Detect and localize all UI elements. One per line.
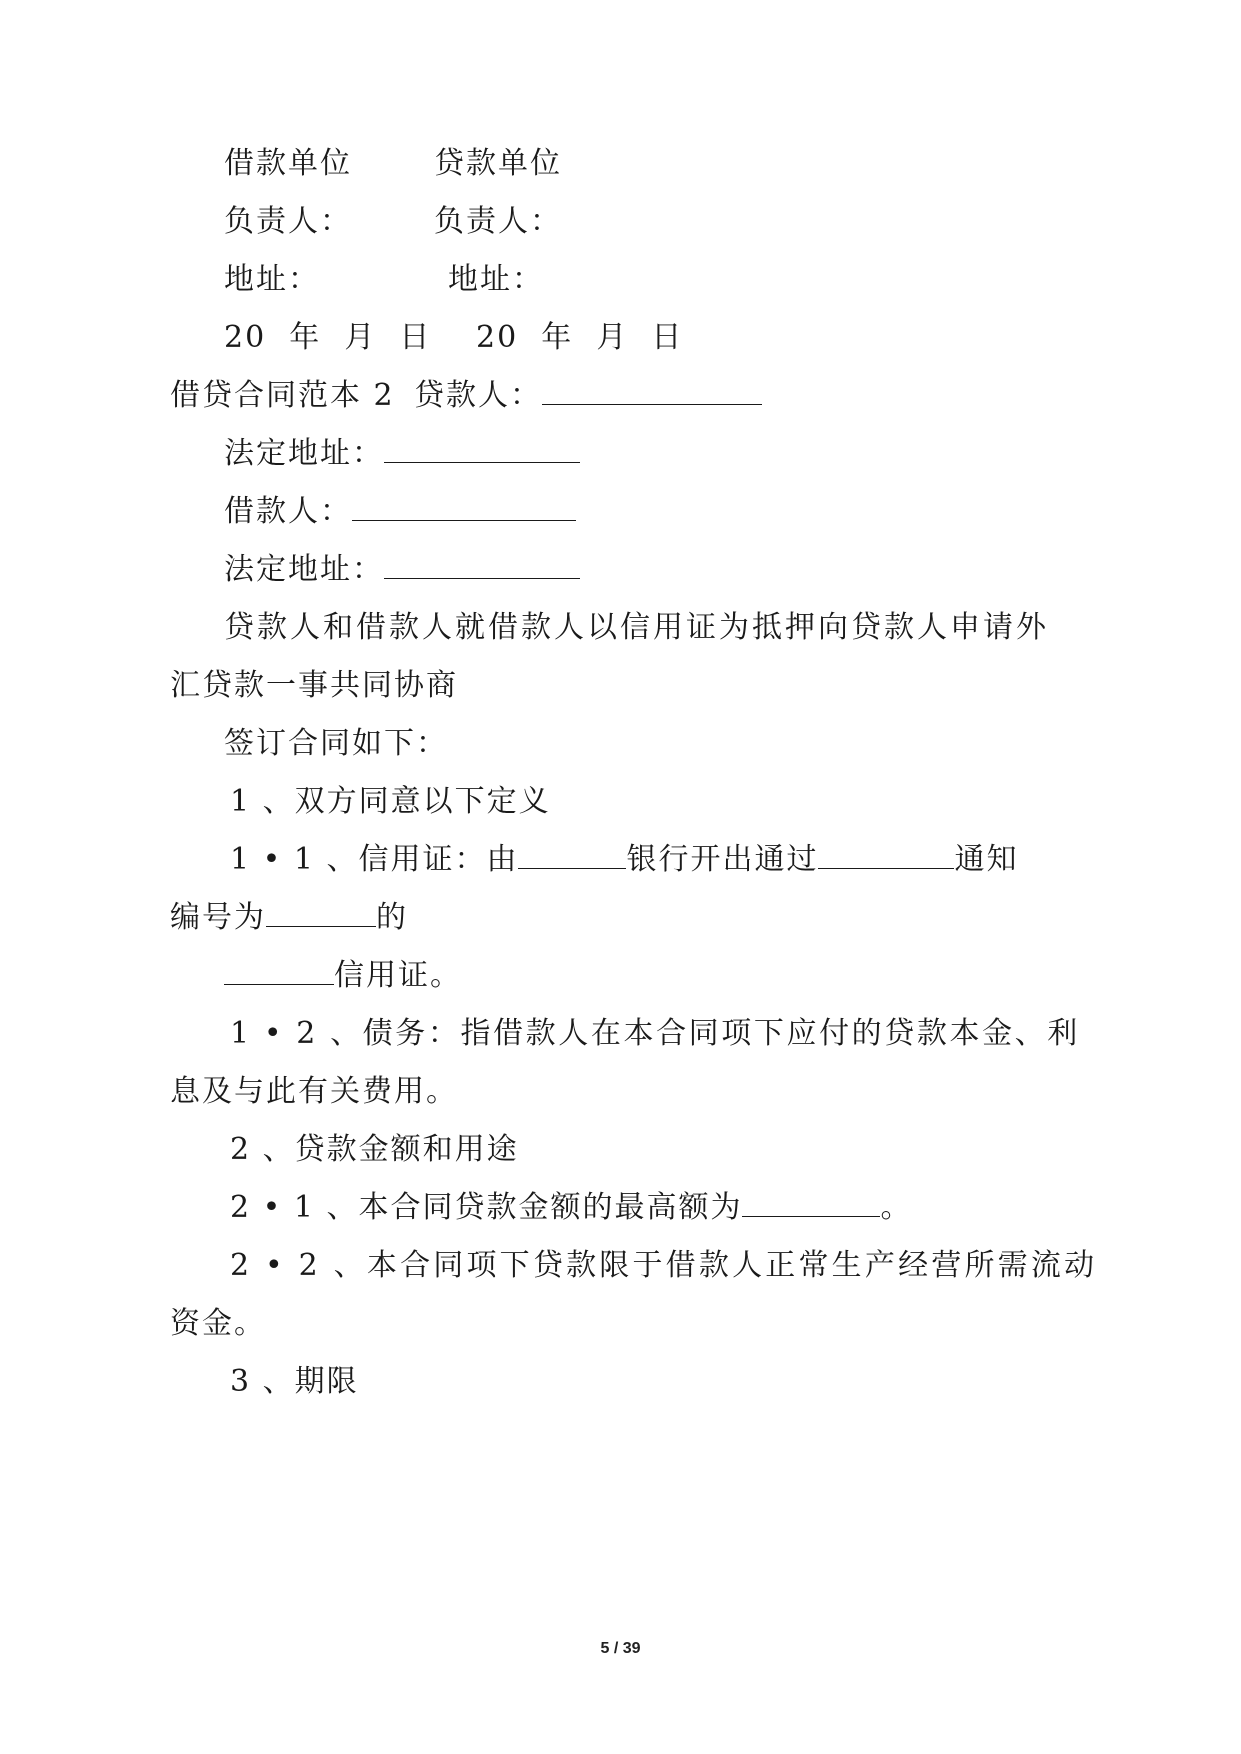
borrower-label: 借款人： [224,494,352,529]
right-unit-label: 贷款单位 [434,146,562,181]
lender-address-line [224,434,580,474]
right-date: 20 年 月 日 [476,320,684,355]
lender-address-label: 法定地址： [224,436,384,471]
borrower-address-line [224,550,580,590]
bank-name-blank [518,840,626,869]
clause-1-1-line-1 [230,840,1018,880]
borrower-blank [352,492,576,521]
clause-1-1-part-f: 信用证。 [334,958,462,993]
right-address-label: 地址： [448,262,544,297]
clause-1-heading: 1 、双方同意以下定义 [230,784,551,819]
intro-paragraph-line-1: 贷款人和借款人就借款人以信用证为抵押向贷款人申请外 [224,610,1049,645]
page-indicator: 5 / 39 [600,1640,641,1657]
clause-2-1-part-a: 2 • 1 、本合同贷款金额的最高额为 [230,1190,743,1225]
clause-1-1-part-c: 通知 [954,842,1019,877]
left-unit-label: 借款单位 [224,146,352,181]
credit-type-blank [224,956,334,985]
clause-1-1-line-2 [170,898,408,938]
left-person-label: 负责人： [224,204,352,239]
credit-number-blank [266,898,376,927]
intro-paragraph-line-3: 签订合同如下： [224,726,448,761]
lender-label: 贷款人： [414,378,542,413]
clause-1-1-part-d: 编号为 [170,900,266,935]
clause-2-2-line-2: 资金。 [170,1306,266,1341]
left-date: 20 年 月 日 [224,320,432,355]
clause-1-1-part-a: 1 • 1 、信用证：由 [230,842,519,877]
lender-line [414,376,762,416]
clause-2-heading: 2 、贷款金额和用途 [230,1132,519,1167]
borrower-address-label: 法定地址： [224,552,384,587]
borrower-address-blank [384,550,580,579]
clause-1-2-line-1: 1 • 2 、债务：指借款人在本合同项下应付的贷款本金、利 [230,1016,1080,1051]
max-amount-blank [742,1188,880,1217]
lender-address-blank [384,434,580,463]
clause-2-1-part-b: 。 [880,1190,913,1225]
clause-2-1-line [230,1188,912,1228]
clause-1-2-line-2: 息及与此有关费用。 [170,1074,458,1109]
lender-blank [542,376,762,405]
notifying-bank-blank [818,840,954,869]
borrower-line [224,492,576,532]
clause-1-1-line-3 [224,956,462,996]
clause-3-heading: 3 、期限 [230,1364,359,1399]
left-address-label: 地址： [224,262,320,297]
intro-paragraph-line-2: 汇贷款一事共同协商 [170,668,458,703]
right-person-label: 负责人： [434,204,562,239]
clause-2-2-line-1: 2 • 2 、本合同项下贷款限于借款人正常生产经营所需流动 [230,1248,1098,1283]
section-title: 借贷合同范本 2 [170,378,395,413]
clause-1-1-part-e: 的 [376,900,408,935]
clause-1-1-part-b: 银行开出通过 [626,842,819,877]
